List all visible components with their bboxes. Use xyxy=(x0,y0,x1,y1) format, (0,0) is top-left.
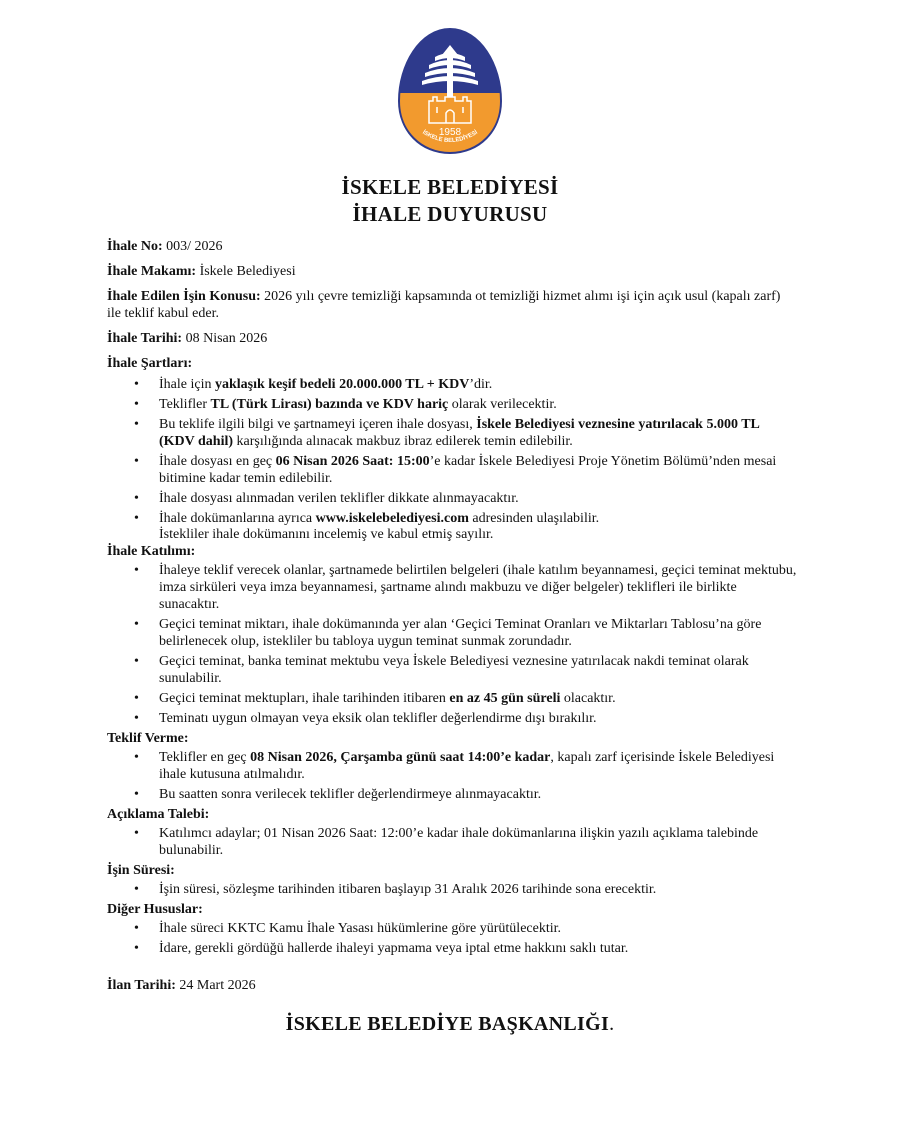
list-item: • İşin süresi, sözleşme tarihinden itibaren başlayıp 31 Aralık 2026 tarihinde sona erecektir. xyxy=(159,881,797,898)
text: İhale dosyası en geç xyxy=(159,454,276,469)
list-item: • İhale süreci KKTC Kamu İhale Yasası hükümlerine göre yürütülecektir. xyxy=(159,920,797,937)
text: , kapalı zarf içerisinde İskele Belediyesi ihale kutusuna atılmalıdır. xyxy=(159,750,775,782)
diger-list xyxy=(107,920,797,957)
sartlar-list xyxy=(107,376,797,527)
ihale-no-value: 003/ 2026 xyxy=(162,239,223,254)
list-item: • İdare, gerekli gördüğü hallerde ihaleyi yapmama veya iptal etme hakkını saklı tutar. xyxy=(159,940,797,957)
text-bold: İskele Belediyesi veznesine yatırılacak 5.000 TL (KDV dahil) xyxy=(159,417,760,449)
text: İhale için xyxy=(159,377,215,392)
ihale-tarihi xyxy=(107,330,797,347)
website-link: www.iskelebelediyesi.com xyxy=(315,511,469,526)
text-bold: 08 Nisan 2026, Çarşamba günü saat 14:00’e kadar xyxy=(250,750,551,765)
list-item: • Geçici teminat miktarı, ihale dokümanında yer alan ‘Geçici Teminat Oranları ve Miktarları Tablosu’na göre belirlenecek olup, istekliler bu tabloya uygun teminat sunmak zorundadır. xyxy=(159,616,797,650)
ihale-makami-label: İhale Makamı: xyxy=(107,264,197,279)
footer-title: İSKELE BELEDİYE BAŞKANLIĞI xyxy=(285,1013,610,1035)
text-bold: en az 45 gün süreli xyxy=(449,691,561,706)
ihale-no xyxy=(107,238,797,255)
ihale-no-label: İhale No: xyxy=(107,239,163,254)
list-item xyxy=(159,416,797,450)
text-bold: TL (Türk Lirası) bazında ve KDV hariç xyxy=(210,397,449,412)
header-municipality-title: İSKELE BELEDİYESİ xyxy=(341,175,559,199)
teklif-list xyxy=(107,749,797,803)
text: Teklifler en geç xyxy=(159,750,251,765)
list-item: • Katılımcı adaylar; 01 Nisan 2026 Saat: 12:00’e kadar ihale dokümanlarına ilişkin yazılı açıklama talebinde bulunabilir. xyxy=(159,825,797,859)
ihale-konusu xyxy=(107,288,797,322)
ilan-tarihi-value: 24 Mart 2026 xyxy=(175,978,256,993)
list-item: • Teminatı uygun olmayan veya eksik olan teklifler değerlendirme dışı bırakılır. xyxy=(159,710,797,727)
section-teklif-verme: Teklif Verme: xyxy=(107,731,189,746)
footer-dot: . xyxy=(609,1013,615,1035)
section-ihale-sartlari: İhale Şartları: xyxy=(107,356,193,371)
list-item xyxy=(159,690,797,707)
ihale-makami-value: İskele Belediyesi xyxy=(196,264,296,279)
list-item xyxy=(159,396,797,413)
text: karşılığında alınacak makbuz ibraz edilerek temin edilebilir. xyxy=(233,434,573,449)
text: İhale dokümanlarına ayrıca xyxy=(159,511,316,526)
header-announcement-title: İHALE DUYURUSU xyxy=(352,202,548,226)
municipality-logo xyxy=(395,27,505,155)
ihale-tarihi-value: 08 Nisan 2026 xyxy=(182,331,268,346)
text: Geçici teminat mektupları, ihale tarihinden itibaren xyxy=(159,691,450,706)
text: ’e kadar İskele Belediyesi Proje Yönetim Bölümü’nden mesai bitimine kadar temin edilebilir. xyxy=(159,454,777,486)
list-item xyxy=(159,376,797,393)
sartlar-note: İstekliler ihale dokümanını incelemiş ve kabul etmiş sayılır. xyxy=(159,527,494,542)
section-isin-suresi: İşin Süresi: xyxy=(107,863,175,878)
list-item: • İhale dosyası alınmadan verilen teklifler dikkate alınmayacaktır. xyxy=(159,490,797,507)
text: olarak verilecektir. xyxy=(448,397,557,412)
ilan-tarihi-label: İlan Tarihi: xyxy=(107,978,176,993)
list-item xyxy=(159,453,797,487)
list-item: • İhaleye teklif verecek olanlar, şartnamede belirtilen belgeleri (ihale katılım beyannamesi, geçici teminat mektubu, imza sirküleri veya imza beyannamesi, şartname alındı makbuzu ve diğer belgeler) teklifleri ile birlikte sunacaktır. xyxy=(159,562,797,613)
logo-year: 1958 xyxy=(438,127,462,138)
text: Teklifler xyxy=(159,397,211,412)
text: Bu teklife ilgili bilgi ve şartnameyi içeren ihale dosyası, xyxy=(159,417,477,432)
text: olacaktır. xyxy=(560,691,616,706)
footer-signature xyxy=(0,1013,900,1036)
text-bold: 06 Nisan 2026 Saat: 15:00 xyxy=(275,454,430,469)
list-item xyxy=(159,510,797,527)
sure-list xyxy=(107,881,797,898)
castle-icon xyxy=(429,97,471,123)
ihale-makami xyxy=(107,263,797,280)
list-item: • Geçici teminat, banka teminat mektubu veya İskele Belediyesi veznesine yatırılacak nakdi teminat olarak sunulabilir. xyxy=(159,653,797,687)
katilim-list xyxy=(107,562,797,727)
list-item: • Bu saatten sonra verilecek teklifler değerlendirmeye alınmayacaktır. xyxy=(159,786,797,803)
aciklama-list xyxy=(107,825,797,859)
ilan-tarihi xyxy=(107,977,797,994)
announcement-body xyxy=(107,238,797,1002)
ihale-tarihi-label: İhale Tarihi: xyxy=(107,331,183,346)
logo-ring-text: İSKELE BELEDİYESİ xyxy=(421,129,479,145)
ihale-konusu-value: 2026 yılı çevre temizliği kapsamında ot temizliği hizmet alımı işi için açık usul (kapalı zarf) ile teklif kabul eder. xyxy=(107,289,781,321)
ihale-konusu-label: İhale Edilen İşin Konusu: xyxy=(107,289,261,304)
text-bold: yaklaşık keşif bedeli 20.000.000 TL + KDV xyxy=(214,377,470,392)
list-item xyxy=(159,749,797,783)
section-ihale-katilimi: İhale Katılımı: xyxy=(107,544,196,559)
text: ’dir. xyxy=(469,377,493,392)
section-diger-hususlar: Diğer Hususlar: xyxy=(107,902,203,917)
text: adresinden ulaşılabilir. xyxy=(468,511,600,526)
section-aciklama-talebi: Açıklama Talebi: xyxy=(107,807,210,822)
